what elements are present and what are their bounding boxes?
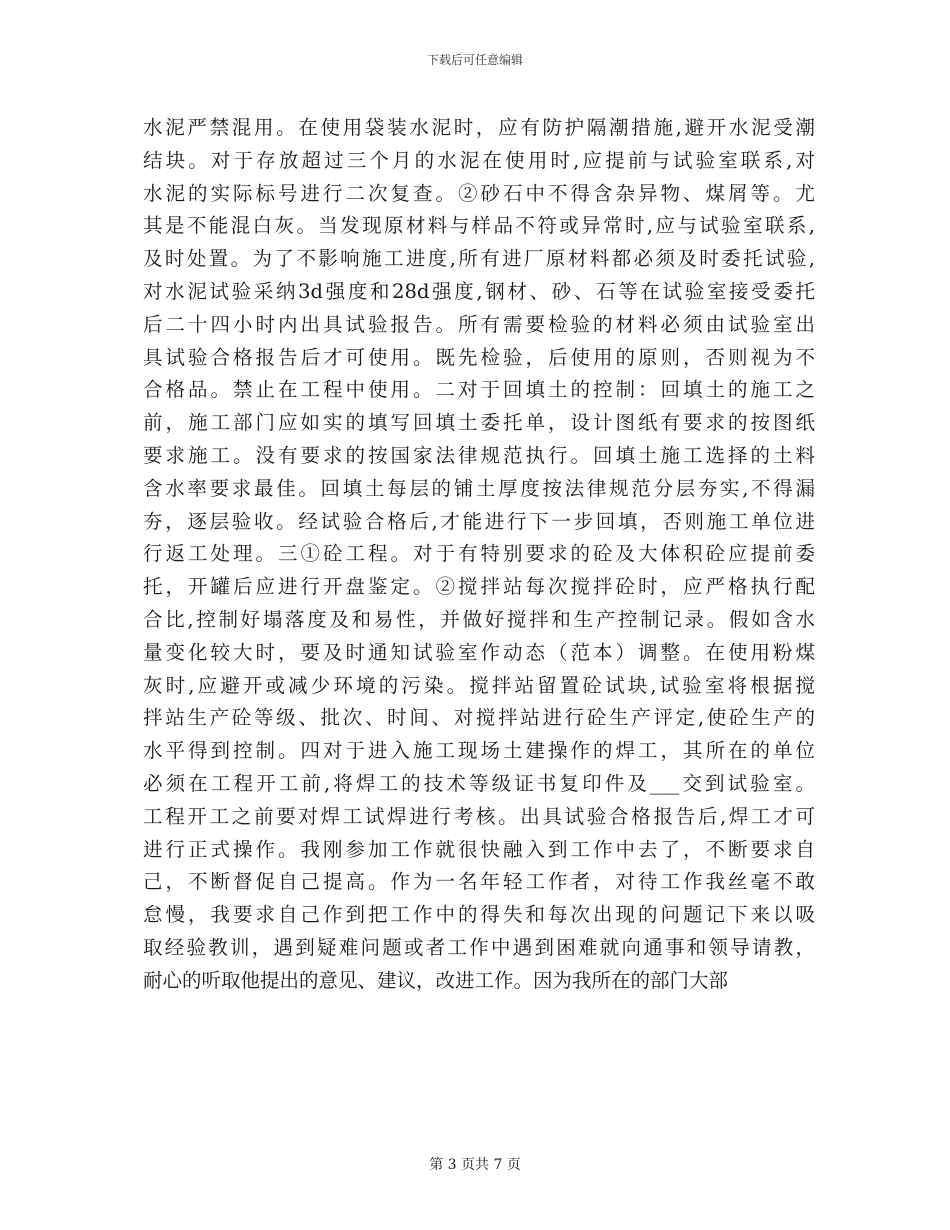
text-line: 含水率要求最佳。回填土每层的铺土厚度按法律规范分层夯实,不得漏 (143, 476, 815, 500)
text-line: 耐心的听取他提出的意见、建议，改进工作。因为我所在的部门大部 (143, 968, 729, 992)
text-line: 拌站生产砼等级、批次、时间、对搅拌站进行砼生产评定,使砼生产的 (143, 706, 815, 730)
text-line: 前，施工部门应如实的填写回填土委托单，设计图纸有要求的按图纸 (143, 411, 815, 435)
text-line: 及时处置。为了不影响施工进度,所有进厂原材料都必须及时委托试验, (143, 247, 815, 271)
text-line: 取经验教训，遇到疑难问题或者工作中遇到困难就向通事和领导请教， (143, 935, 815, 959)
text-line: 怠慢，我要求自己作到把工作中的得失和每次出现的问题记下来以吸 (143, 903, 815, 927)
page-header: 下载后可任意编辑 (426, 53, 523, 67)
text-line: 要求施工。没有要求的按国家法律规范执行。回填土施工选择的土料 (143, 443, 815, 467)
text-line: 量变化较大时，要及时通知试验室作动态（范本）调整。在使用粉煤 (143, 640, 815, 664)
text-line: 对水泥试验采纳3d强度和28d强度,钢材、砂、石等在试验室接受委托 (143, 279, 815, 303)
page-footer: 第 3 页共 7 页 (429, 1157, 521, 1173)
text-line: 进行正式操作。我刚参加工作就很快融入到工作中去了，不断要求自 (143, 837, 815, 861)
text-line: 必须在工程开工前,将焊工的技术等级证书复印件及___交到试验室。 (143, 771, 815, 795)
text-line: 己，不断督促自己提高。作为一名年轻工作者，对待工作我丝毫不敢 (143, 870, 815, 894)
text-line: 其是不能混白灰。当发现原材料与样品不符或异常时,应与试验室联系, (143, 214, 815, 238)
body-text (143, 112, 815, 998)
text-line: 水泥严禁混用。在使用袋装水泥时，应有防护隔潮措施,避开水泥受潮 (143, 116, 815, 139)
text-line: 夯，逐层验收。经试验合格后,才能进行下一步回填，否则施工单位进 (143, 509, 815, 533)
text-line: 托，开罐后应进行开盘鉴定。②搅拌站每次搅拌砼时，应严格执行配 (143, 575, 815, 599)
text-line: 后二十四小时内出具试验报告。所有需要检验的材料必须由试验室出 (143, 312, 815, 336)
text-line: 灰时,应避开或减少环境的污染。搅拌站留置砼试块,试验室将根据搅 (143, 673, 815, 697)
text-line: 结块。对于存放超过三个月的水泥在使用时,应提前与试验室联系,对 (143, 148, 815, 172)
text-line: 合格品。禁止在工程中使用。二对于回填土的控制：回填土的施工之 (143, 378, 815, 402)
text-line: 合比,控制好塌落度及和易性，并做好搅拌和生产控制记录。假如含水 (143, 607, 815, 631)
text-line: 水平得到控制。四对于进入施工现场土建操作的焊工，其所在的单位 (143, 739, 815, 763)
text-line: 行返工处理。三①砼工程。对于有特别要求的砼及大体积砼应提前委 (143, 542, 815, 566)
text-line: 水泥的实际标号进行二次复查。②砂石中不得含杂异物、煤屑等。尤 (143, 181, 815, 205)
text-line: 工程开工之前要对焊工试焊进行考核。出具试验合格报告后,焊工才可 (143, 804, 815, 828)
text-line: 具试验合格报告后才可使用。既先检验，后使用的原则，否则视为不 (143, 345, 815, 369)
